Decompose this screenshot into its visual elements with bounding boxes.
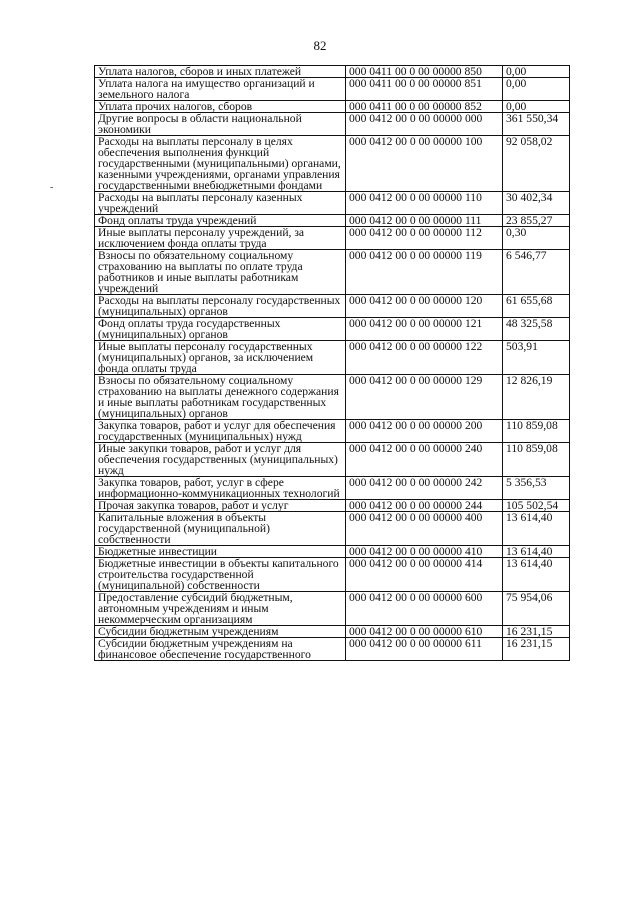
table-row bbox=[95, 375, 570, 420]
table-row bbox=[95, 66, 570, 78]
row-amount: 5 356,53 bbox=[503, 477, 570, 500]
table-row bbox=[95, 227, 570, 250]
row-amount: 16 231,15 bbox=[503, 626, 570, 638]
row-amount: 0,00 bbox=[503, 78, 570, 101]
row-name: Фонд оплаты труда учреждений bbox=[95, 215, 346, 227]
row-name: Субсидии бюджетным учреждениям bbox=[95, 626, 346, 638]
row-code: 000 0412 00 0 00 00000 244 bbox=[346, 500, 503, 512]
row-amount: 30 402,34 bbox=[503, 192, 570, 215]
row-code: 000 0412 00 0 00 00000 400 bbox=[346, 512, 503, 546]
table-row bbox=[95, 318, 570, 341]
table-row bbox=[95, 341, 570, 375]
row-name: Бюджетные инвестиции bbox=[95, 546, 346, 558]
table-row bbox=[95, 512, 570, 546]
row-amount: 110 859,08 bbox=[503, 443, 570, 477]
row-code: 000 0412 00 0 00 00000 110 bbox=[346, 192, 503, 215]
row-code: 000 0412 00 0 00 00000 610 bbox=[346, 626, 503, 638]
table-row bbox=[95, 101, 570, 113]
row-name: Предоставление субсидий бюджетным, автономным учреждениям и иным некоммерческим организациям bbox=[95, 592, 346, 626]
row-name: Иные выплаты персоналу государственных (муниципальных) органов, за исключением фонда оплаты труда bbox=[95, 341, 346, 375]
row-code: 000 0412 00 0 00 00000 120 bbox=[346, 295, 503, 318]
table-row bbox=[95, 113, 570, 136]
table-row bbox=[95, 546, 570, 558]
table-row bbox=[95, 558, 570, 592]
row-name: Закупка товаров, работ, услуг в сфере информационно-коммуникационных технологий bbox=[95, 477, 346, 500]
row-name: Уплата налога на имущество организаций и земельного налога bbox=[95, 78, 346, 101]
row-name: Фонд оплаты труда государственных (муниципальных) органов bbox=[95, 318, 346, 341]
row-amount: 105 502,54 bbox=[503, 500, 570, 512]
table-row bbox=[95, 78, 570, 101]
row-name: Взносы по обязательному социальному страхованию на выплаты по оплате труда работников и иные выплаты работникам учреждений bbox=[95, 250, 346, 295]
row-amount: 13 614,40 bbox=[503, 558, 570, 592]
row-amount: 16 231,15 bbox=[503, 638, 570, 661]
row-code: 000 0412 00 0 00 00000 414 bbox=[346, 558, 503, 592]
row-amount: 48 325,58 bbox=[503, 318, 570, 341]
row-code: 000 0412 00 0 00 00000 112 bbox=[346, 227, 503, 250]
row-code: 000 0412 00 0 00 00000 611 bbox=[346, 638, 503, 661]
row-amount: 23 855,27 bbox=[503, 215, 570, 227]
row-code: 000 0411 00 0 00 00000 850 bbox=[346, 66, 503, 78]
page-number: 82 bbox=[313, 38, 327, 53]
row-name: Расходы на выплаты персоналу государственных (муниципальных) органов bbox=[95, 295, 346, 318]
margin-mark: - bbox=[50, 182, 54, 193]
row-name: Иные закупки товаров, работ и услуг для обеспечения государственных (муниципальных) нужд bbox=[95, 443, 346, 477]
table-row bbox=[95, 500, 570, 512]
row-name: Расходы на выплаты персоналу в целях обеспечения выполнения функций государственными (муниципальными) органами, казенными учреждениями, органами управления государственными внебюджетными фондами bbox=[95, 136, 346, 192]
row-code: 000 0412 00 0 00 00000 119 bbox=[346, 250, 503, 295]
row-code: 000 0412 00 0 00 00000 200 bbox=[346, 420, 503, 443]
table-row bbox=[95, 295, 570, 318]
row-name: Другие вопросы в области национальной экономики bbox=[95, 113, 346, 136]
row-code: 000 0412 00 0 00 00000 600 bbox=[346, 592, 503, 626]
row-code: 000 0412 00 0 00 00000 000 bbox=[346, 113, 503, 136]
row-code: 000 0412 00 0 00 00000 100 bbox=[346, 136, 503, 192]
row-amount: 361 550,34 bbox=[503, 113, 570, 136]
table-row bbox=[95, 477, 570, 500]
row-name: Капитальные вложения в объекты государственной (муниципальной) собственности bbox=[95, 512, 346, 546]
budget-table bbox=[94, 65, 570, 661]
row-amount: 0,00 bbox=[503, 66, 570, 78]
row-code: 000 0411 00 0 00 00000 852 bbox=[346, 101, 503, 113]
row-amount: 0,30 bbox=[503, 227, 570, 250]
row-amount: 13 614,40 bbox=[503, 512, 570, 546]
row-amount: 13 614,40 bbox=[503, 546, 570, 558]
row-name: Прочая закупка товаров, работ и услуг bbox=[95, 500, 346, 512]
table-row bbox=[95, 250, 570, 295]
row-name: Расходы на выплаты персоналу казенных учреждений bbox=[95, 192, 346, 215]
row-amount: 503,91 bbox=[503, 341, 570, 375]
table-row bbox=[95, 592, 570, 626]
row-code: 000 0412 00 0 00 00000 240 bbox=[346, 443, 503, 477]
row-code: 000 0412 00 0 00 00000 122 bbox=[346, 341, 503, 375]
table-row bbox=[95, 215, 570, 227]
row-code: 000 0412 00 0 00 00000 121 bbox=[346, 318, 503, 341]
table-row bbox=[95, 192, 570, 215]
row-code: 000 0412 00 0 00 00000 242 bbox=[346, 477, 503, 500]
row-amount: 61 655,68 bbox=[503, 295, 570, 318]
row-code: 000 0412 00 0 00 00000 111 bbox=[346, 215, 503, 227]
row-name: Взносы по обязательному социальному страхованию на выплаты денежного содержания и иные выплаты работникам государственных (муниципальных) органов bbox=[95, 375, 346, 420]
row-code: 000 0411 00 0 00 00000 851 bbox=[346, 78, 503, 101]
table-row bbox=[95, 638, 570, 661]
row-name: Субсидии бюджетным учреждениям на финансовое обеспечение государственного bbox=[95, 638, 346, 661]
row-name: Бюджетные инвестиции в объекты капитального строительства государственной (муниципальной) собственности bbox=[95, 558, 346, 592]
row-amount: 6 546,77 bbox=[503, 250, 570, 295]
table-row bbox=[95, 420, 570, 443]
row-code: 000 0412 00 0 00 00000 129 bbox=[346, 375, 503, 420]
row-amount: 110 859,08 bbox=[503, 420, 570, 443]
row-amount: 0,00 bbox=[503, 101, 570, 113]
row-amount: 12 826,19 bbox=[503, 375, 570, 420]
row-code: 000 0412 00 0 00 00000 410 bbox=[346, 546, 503, 558]
row-name: Иные выплаты персоналу учреждений, за исключением фонда оплаты труда bbox=[95, 227, 346, 250]
table-row bbox=[95, 443, 570, 477]
table-row bbox=[95, 626, 570, 638]
table-row bbox=[95, 136, 570, 192]
row-amount: 92 058,02 bbox=[503, 136, 570, 192]
row-name: Уплата налогов, сборов и иных платежей bbox=[95, 66, 346, 78]
row-name: Закупка товаров, работ и услуг для обеспечения государственных (муниципальных) нужд bbox=[95, 420, 346, 443]
row-name: Уплата прочих налогов, сборов bbox=[95, 101, 346, 113]
row-amount: 75 954,06 bbox=[503, 592, 570, 626]
